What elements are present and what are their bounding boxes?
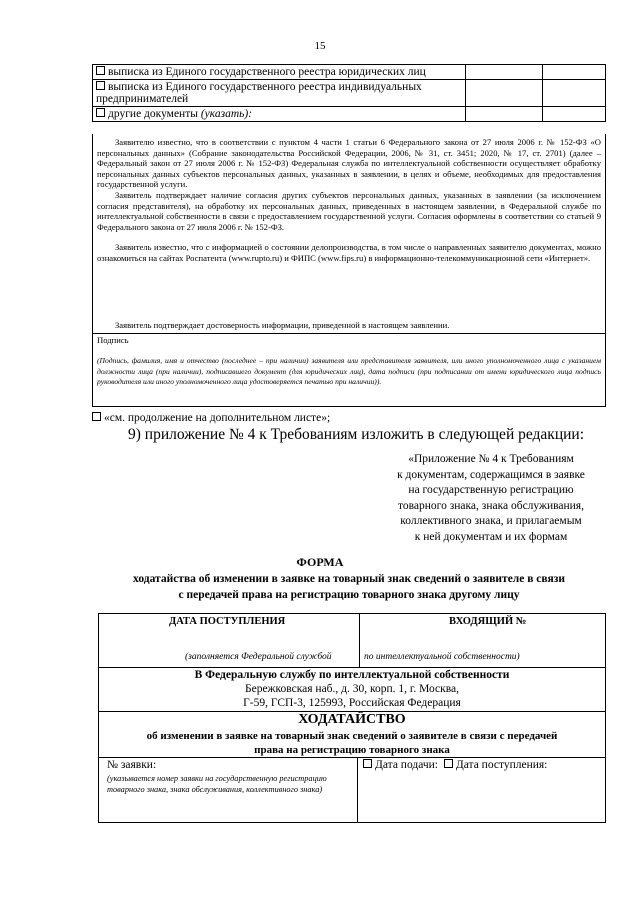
attached-documents-table xyxy=(92,64,606,122)
notice-paragraph: Заявителю известно, что в соответствии с пунктом 4 части 1 статьи 6 Федерального закона от 27 июля 2006 г. № 152-ФЗ «О персональных данных» (Собрание законодательства Российской Федерации, 2006, № 31, ст. 3451; 2020, № 17, ст. 2701) (далее – Федеральный закон от 27 июля 2006 г. № 152-ФЗ) Федеральная служба по интеллектуальной собственности осуществляет обработку персональных данных субъектов персональных данных, указанных в заявлении, в целях и объеме, необходимых для предоставления государственной услуги. xyxy=(97,137,601,190)
checkbox[interactable] xyxy=(96,81,105,90)
document-option-label: выписка из Единого государственного реестра индивидуальных предпринимателей xyxy=(96,81,422,105)
checkbox[interactable] xyxy=(444,759,453,768)
form-title: ФОРМА xyxy=(296,555,344,569)
annex-line: к ней документам и их формам xyxy=(414,530,568,543)
form-subtitle: ходатайства об изменении в заявке на товарный знак сведений о заявителе в связи с передачей права на регистрацию товарного знака другому лицу xyxy=(133,573,565,601)
table-row xyxy=(93,65,606,80)
notice-paragraph: Заявитель подтверждает наличие согласия других субъектов персональных данных, указанных в заявлении (за исключением согласия представителя), на обработку их персональных данных, приведенных в настоящем заявлении, в Федеральной службе по интеллектуальной собственности в связи с предоставлением государственной услуги. Согласия оформлены в соответствии со статьей 9 Федерального закона от 27 июля 2006 г. № 152-ФЗ. xyxy=(97,189,601,232)
amend-line: 9) приложение № 4 к Требованиям изложить в следующей редакции: xyxy=(128,426,585,443)
annex-line: коллективного знака, и прилагаемым xyxy=(400,515,582,528)
receipt-date-label: ДАТА ПОСТУПЛЕНИЯ xyxy=(169,616,286,627)
fill-note-left: (заполняется Федеральной службой xyxy=(185,652,332,662)
application-number-hint: (указывается номер заявки на государственную регистрацию товарного знака, знака обслуживания, коллективного знака) xyxy=(107,774,327,794)
filing-date-label: Дата подачи: xyxy=(375,759,438,771)
table-row xyxy=(93,80,606,107)
petition-title: ХОДАТАЙСТВО xyxy=(298,712,406,727)
personal-data-notice xyxy=(92,134,606,407)
addressee-block: В Федеральную службу по интеллектуальной собственности Бережковская наб., д. 30, корп. 1, г. Москва, Г-59, ГСП-3, 125993, Российская Федерация xyxy=(194,669,510,709)
annex-line: товарного знака, знака обслуживания, xyxy=(398,499,584,512)
checkbox[interactable] xyxy=(96,108,105,117)
receipt-date-option-label: Дата поступления: xyxy=(455,759,548,771)
notice-paragraph: Заявитель известно, что с информацией о состоянии делопроизводства, в том числе о направленных заявителю документах, можно ознакомиться на сайтах Роспатента (www.rupto.ru) и ФИПС (www.fips.ru) в информационно-телекоммуникационной сети «Интернет». xyxy=(97,242,601,263)
table-row xyxy=(93,107,606,122)
continuation-label: «см. продолжение на дополнительном листе»; xyxy=(104,412,331,424)
continuation-option xyxy=(92,412,330,424)
annex-line: «Приложение № 4 к Требованиям xyxy=(408,453,574,465)
document-option-label: другие документы xyxy=(108,108,198,120)
checkbox[interactable] xyxy=(92,412,101,421)
document-option-label: выписка из Единого государственного реестра юридических лиц xyxy=(108,66,426,78)
notice-confirm: Заявитель подтверждает достоверность информации, приведенной в настоящем заявлении. xyxy=(93,320,605,334)
document-option-hint: (указать): xyxy=(200,108,253,120)
checkbox[interactable] xyxy=(363,759,372,768)
petition-subtitle: об изменении в заявке на товарный знак сведений о заявителе в связи с передачей права на регистрацию товарного знака xyxy=(146,730,558,756)
page-number: 15 xyxy=(314,40,326,52)
annex-line: на государственную регистрацию xyxy=(408,484,574,497)
annex-heading xyxy=(376,452,606,546)
dates-field xyxy=(363,759,547,771)
annex-line: к документам, содержащимся в заявке xyxy=(397,468,585,481)
fill-note-right: по интеллектуальной собственности) xyxy=(364,652,520,662)
signature-hint: (Подпись, фамилия, имя и отчество (последнее – при наличии) заявителя или представителя заявителя, или иного уполномоченного лица с указанием должности лица (при наличии), подписавшего документ (для юридических лиц), дата подписи (при подписании от имени юридического лица подпись руководителя или иного уполномоченного лица удостоверяется печатью при наличии)). xyxy=(97,356,601,386)
incoming-number-label: ВХОДЯЩИЙ № xyxy=(449,616,527,627)
petition-form xyxy=(98,613,606,823)
checkbox[interactable] xyxy=(96,66,105,75)
signature-label: Подпись xyxy=(97,335,129,345)
application-number-label: № заявки: xyxy=(107,759,157,771)
